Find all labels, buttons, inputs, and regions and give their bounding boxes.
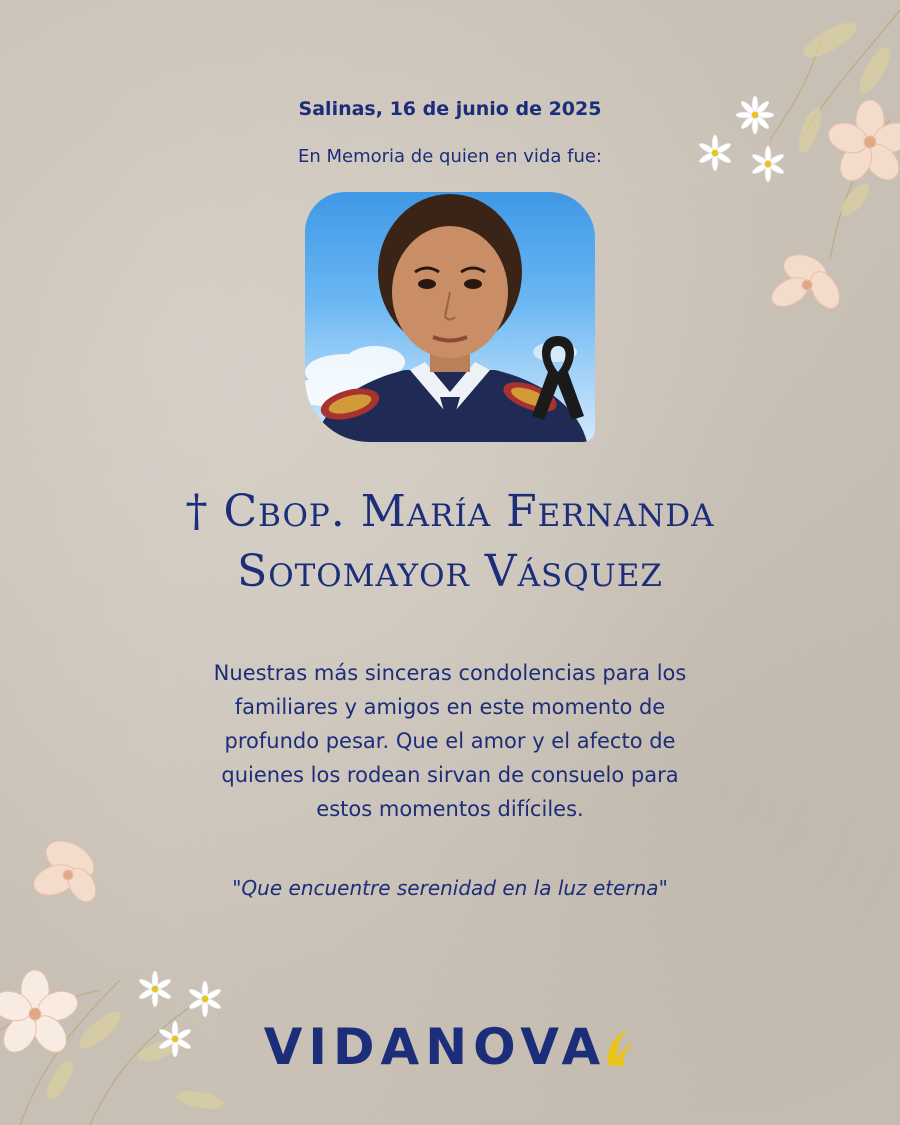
- mourning-ribbon-icon: [530, 332, 586, 424]
- name-line-1: † Cbop. María Fernanda: [185, 486, 715, 537]
- message-line: quienes los rodean sirvan de consuelo para: [221, 763, 679, 787]
- brand-logo: [0, 1018, 900, 1076]
- message-line: Nuestras más sinceras condolencias para los: [213, 661, 687, 685]
- condolence-message: [140, 656, 760, 826]
- floral-decoration-bottom-left: [0, 830, 280, 1125]
- intro-line: En Memoria de quien en vida fue:: [298, 146, 602, 167]
- daisy-5: [188, 981, 222, 1017]
- yellow-swoosh-icon: [602, 1025, 636, 1069]
- date-line: Salinas, 16 de junio de 2025: [298, 98, 602, 120]
- memorial-quote: "Que encuentre serenidad en la luz eterna": [232, 876, 668, 900]
- brand-wordmark: VIDANOVA: [263, 1018, 607, 1076]
- flower-peach-2: [767, 249, 846, 313]
- name-line-2: Sotomayor Vásquez: [237, 546, 663, 597]
- message-line: profundo pesar. Que el amor y el afecto de: [224, 729, 676, 753]
- message-line: estos momentos difíciles.: [316, 797, 584, 821]
- message-line: familiares y amigos en este momento de: [234, 695, 666, 719]
- daisy-4: [138, 971, 172, 1007]
- deceased-name: [0, 482, 900, 602]
